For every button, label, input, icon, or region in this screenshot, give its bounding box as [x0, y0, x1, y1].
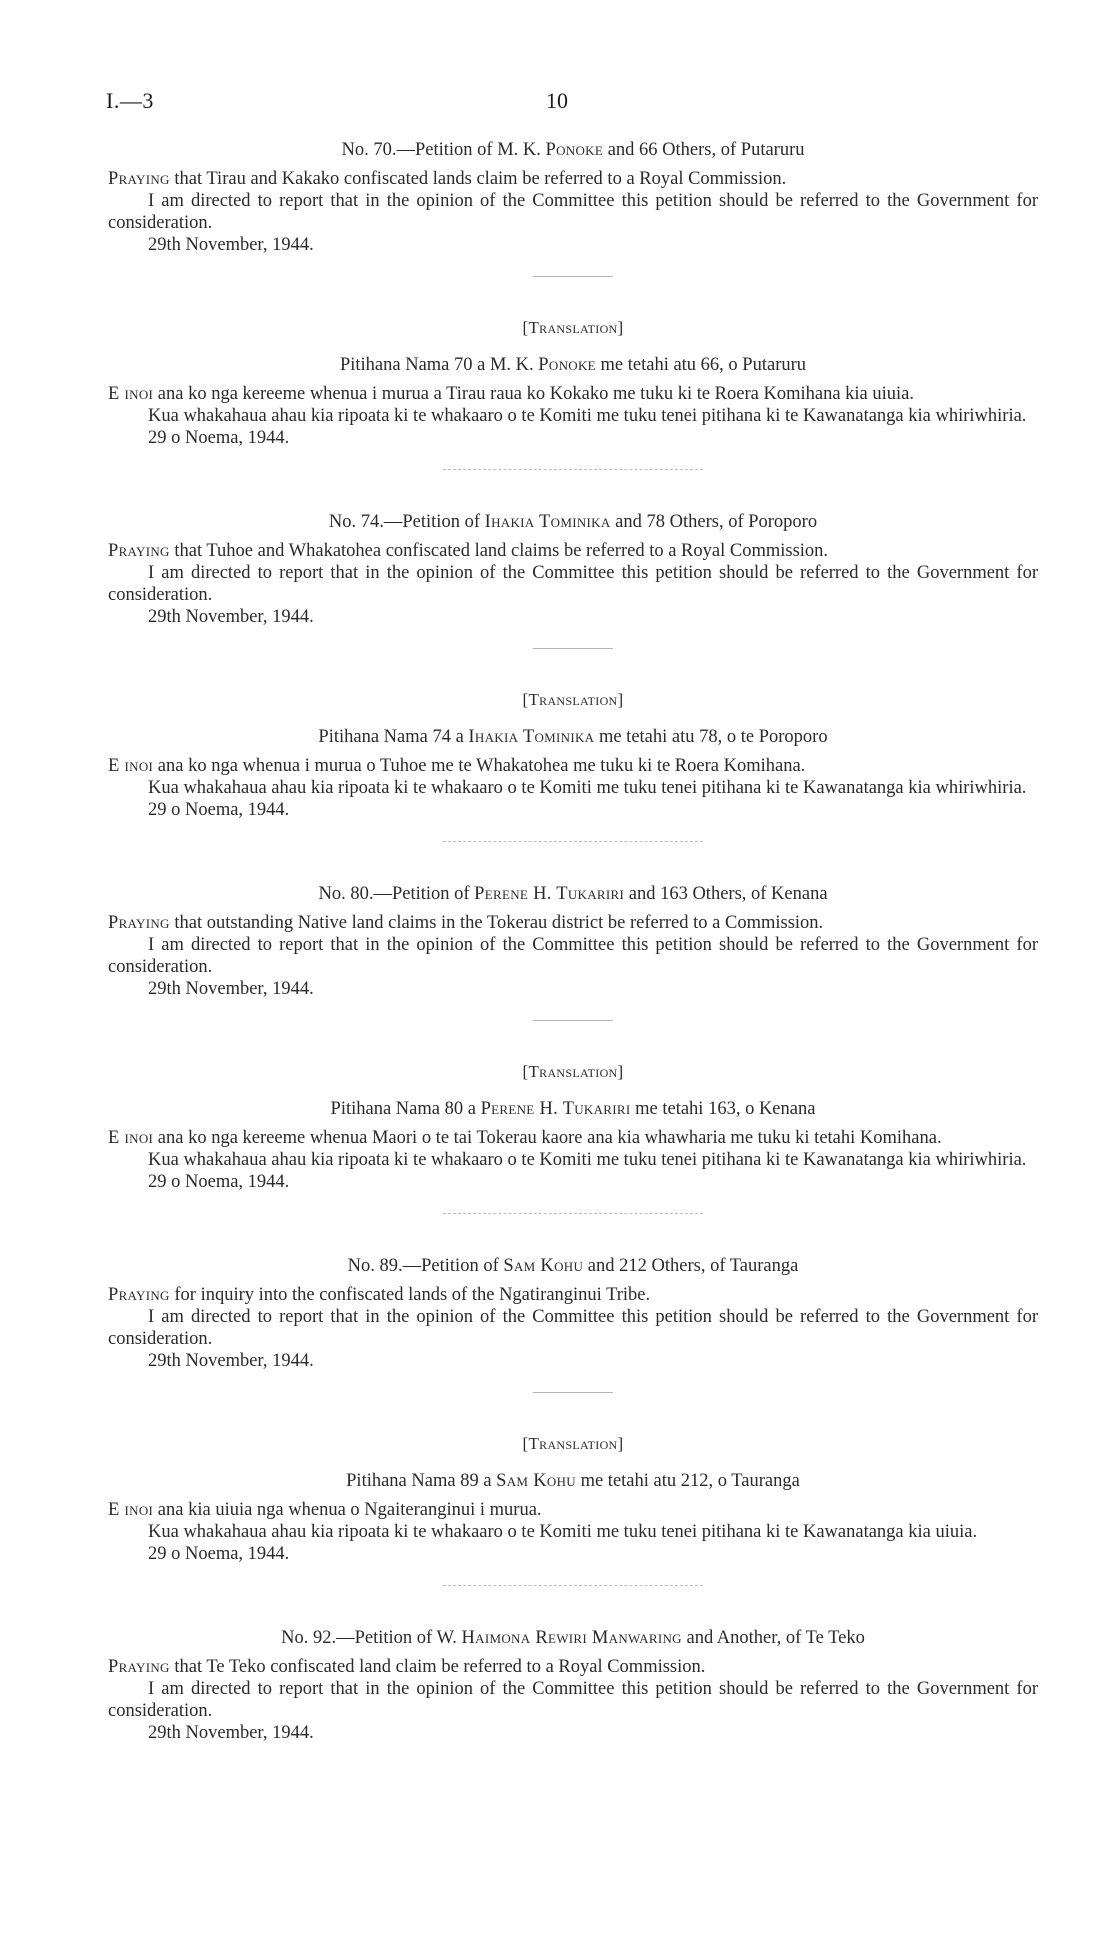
prayer-text: ana ko nga kereeme whenua Maori o te tai Tokerau kaore ana kia whawharia me tuku ki tetahi Komihana. [153, 1128, 942, 1148]
title-prefix: No. 70.—Petition of M. K. [341, 140, 546, 160]
petition-section [108, 1626, 1038, 1744]
report-date: 29th November, 1944. [148, 607, 314, 627]
translation-section [108, 689, 1038, 842]
translation-label: [Translation] [522, 318, 624, 337]
title-prefix: Pitihana Nama 74 a [318, 727, 469, 747]
section-divider [533, 648, 613, 649]
prayer-text: that Tirau and Kakako confiscated lands claim be referred to a Royal Commission. [169, 169, 787, 189]
prayer-lead-word: Praying [108, 1285, 170, 1305]
prayer-text: that outstanding Native land claims in the Tokerau district be referred to a Commission. [169, 913, 824, 933]
petitioner-name: Sam Kohu [496, 1471, 576, 1491]
petition-title [108, 725, 1038, 749]
title-suffix: and 163 Others, of Kenana [624, 884, 828, 904]
title-suffix: me tetahi atu 66, o Putaruru [595, 355, 807, 375]
petitioner-name: Ponoke [545, 140, 604, 160]
title-prefix: Pitihana Nama 70 a M. K. [339, 355, 539, 375]
translation-label: [Translation] [522, 1434, 624, 1453]
title-suffix: me tetahi atu 78, o te Poroporo [594, 727, 828, 747]
prayer-paragraph [108, 755, 1038, 777]
prayer-paragraph [108, 1656, 1038, 1678]
prayer-lead-word: Praying [108, 169, 170, 189]
section-divider [443, 1585, 703, 1586]
section-divider [443, 841, 703, 842]
prayer-lead-word: E inoi [108, 1500, 154, 1520]
committee-report: I am directed to report that in the opinion of the Committee this petition should be referred to the Government for consideration. [108, 1679, 1038, 1721]
petition-title [108, 1626, 1038, 1650]
title-prefix: No. 92.—Petition of W. [281, 1628, 462, 1648]
prayer-paragraph [108, 540, 1038, 562]
prayer-lead-word: E inoi [108, 756, 154, 776]
prayer-lead-word: Praying [108, 1657, 170, 1677]
section-divider [533, 276, 613, 277]
report-date: 29 o Noema, 1944. [148, 428, 290, 448]
petitioner-name: Ihakia Tominika [468, 727, 595, 747]
petition-list [108, 138, 1038, 1744]
petition-title [108, 1254, 1038, 1278]
prayer-text: that Te Teko confiscated land claim be referred to a Royal Commission. [169, 1657, 706, 1677]
prayer-paragraph [108, 168, 1038, 190]
prayer-paragraph [108, 383, 1038, 405]
prayer-paragraph [108, 1284, 1038, 1306]
committee-report: Kua whakahaua ahau kia ripoata ki te whakaaro o te Komiti me tuku tenei pitihana ki te Kawanatanga kia whiriwhiria. [148, 778, 1027, 798]
petition-title [108, 1469, 1038, 1493]
title-suffix: and 212 Others, of Tauranga [583, 1256, 799, 1276]
committee-report: I am directed to report that in the opinion of the Committee this petition should be referred to the Government for consideration. [108, 935, 1038, 977]
petitioner-name: Perene H. Tukariri [474, 884, 625, 904]
petition-title [108, 1097, 1038, 1121]
petitioner-name: Ponoke [538, 355, 596, 375]
section-divider [443, 469, 703, 470]
title-suffix: and 78 Others, of Poroporo [610, 512, 818, 532]
petition-section [108, 882, 1038, 1021]
prayer-text: that Tuhoe and Whakatohea confiscated land claims be referred to a Royal Commission. [169, 541, 829, 561]
page-number: 10 [546, 88, 568, 113]
petitioner-name: Sam Kohu [503, 1256, 584, 1276]
title-suffix: me tetahi atu 212, o Tauranga [575, 1471, 800, 1491]
petitioner-name: Perene H. Tukariri [480, 1099, 631, 1119]
title-suffix: and 66 Others, of Putaruru [603, 140, 805, 160]
report-date: 29 o Noema, 1944. [148, 1172, 290, 1192]
petition-title [108, 353, 1038, 377]
title-prefix: No. 89.—Petition of [347, 1256, 504, 1276]
committee-report: Kua whakahaua ahau kia ripoata ki te whakaaro o te Komiti me tuku tenei pitihana ki te Kawanatanga kia whiriwhiria. [148, 1150, 1027, 1170]
petition-section [108, 138, 1038, 277]
prayer-paragraph [108, 912, 1038, 934]
report-date: 29th November, 1944. [148, 235, 314, 255]
section-divider [443, 1213, 703, 1214]
prayer-text: ana ko nga kereeme whenua i murua a Tirau raua ko Kokako me tuku ki te Roera Komihana kia uiuia. [153, 384, 915, 404]
title-prefix: Pitihana Nama 80 a [330, 1099, 481, 1119]
committee-report: Kua whakahaua ahau kia ripoata ki te whakaaro o te Komiti me tuku tenei pitihana ki te Kawanatanga kia whiriwhiria. [148, 406, 1027, 426]
petition-title [108, 510, 1038, 534]
prayer-paragraph [108, 1499, 1038, 1521]
committee-report: I am directed to report that in the opinion of the Committee this petition should be referred to the Government for consideration. [108, 563, 1038, 605]
petition-section [108, 1254, 1038, 1393]
section-divider [533, 1020, 613, 1021]
prayer-text: ana ko nga whenua i murua o Tuhoe me te Whakatohea me tuku ki te Roera Komihana. [153, 756, 806, 776]
report-date: 29th November, 1944. [148, 1723, 314, 1743]
petition-title [108, 138, 1038, 162]
translation-label: [Translation] [522, 690, 624, 709]
title-prefix: No. 80.—Petition of [318, 884, 475, 904]
translation-section [108, 1061, 1038, 1214]
document-reference: I.—3 [106, 88, 154, 113]
petition-title [108, 882, 1038, 906]
translation-section [108, 1433, 1038, 1586]
prayer-paragraph [108, 1127, 1038, 1149]
title-suffix: and Another, of Te Teko [681, 1628, 865, 1648]
report-date: 29th November, 1944. [148, 979, 314, 999]
title-prefix: No. 74.—Petition of [328, 512, 485, 532]
petitioner-name: Ihakia Tominika [484, 512, 611, 532]
report-date: 29 o Noema, 1944. [148, 1544, 290, 1564]
petitioner-name: Haimona Rewiri Manwaring [461, 1628, 682, 1648]
committee-report: I am directed to report that in the opinion of the Committee this petition should be referred to the Government for consideration. [108, 1307, 1038, 1349]
report-date: 29th November, 1944. [148, 1351, 314, 1371]
title-suffix: me tetahi 163, o Kenana [630, 1099, 816, 1119]
title-prefix: Pitihana Nama 89 a [346, 1471, 497, 1491]
committee-report: I am directed to report that in the opinion of the Committee this petition should be referred to the Government for consideration. [108, 191, 1038, 233]
translation-label: [Translation] [522, 1062, 624, 1081]
prayer-lead-word: E inoi [108, 1128, 154, 1148]
prayer-text: ana kia uiuia nga whenua o Ngaiteranginui i murua. [153, 1500, 542, 1520]
report-date: 29 o Noema, 1944. [148, 800, 290, 820]
prayer-lead-word: E inoi [108, 384, 154, 404]
prayer-lead-word: Praying [108, 541, 170, 561]
prayer-lead-word: Praying [108, 913, 170, 933]
petition-section [108, 510, 1038, 649]
committee-report: Kua whakahaua ahau kia ripoata ki te whakaaro o te Komiti me tuku tenei pitihana ki te Kawanatanga kia uiuia. [148, 1522, 978, 1542]
translation-section [108, 317, 1038, 470]
section-divider [533, 1392, 613, 1393]
prayer-text: for inquiry into the confiscated lands of the Ngatiranginui Tribe. [169, 1285, 651, 1305]
